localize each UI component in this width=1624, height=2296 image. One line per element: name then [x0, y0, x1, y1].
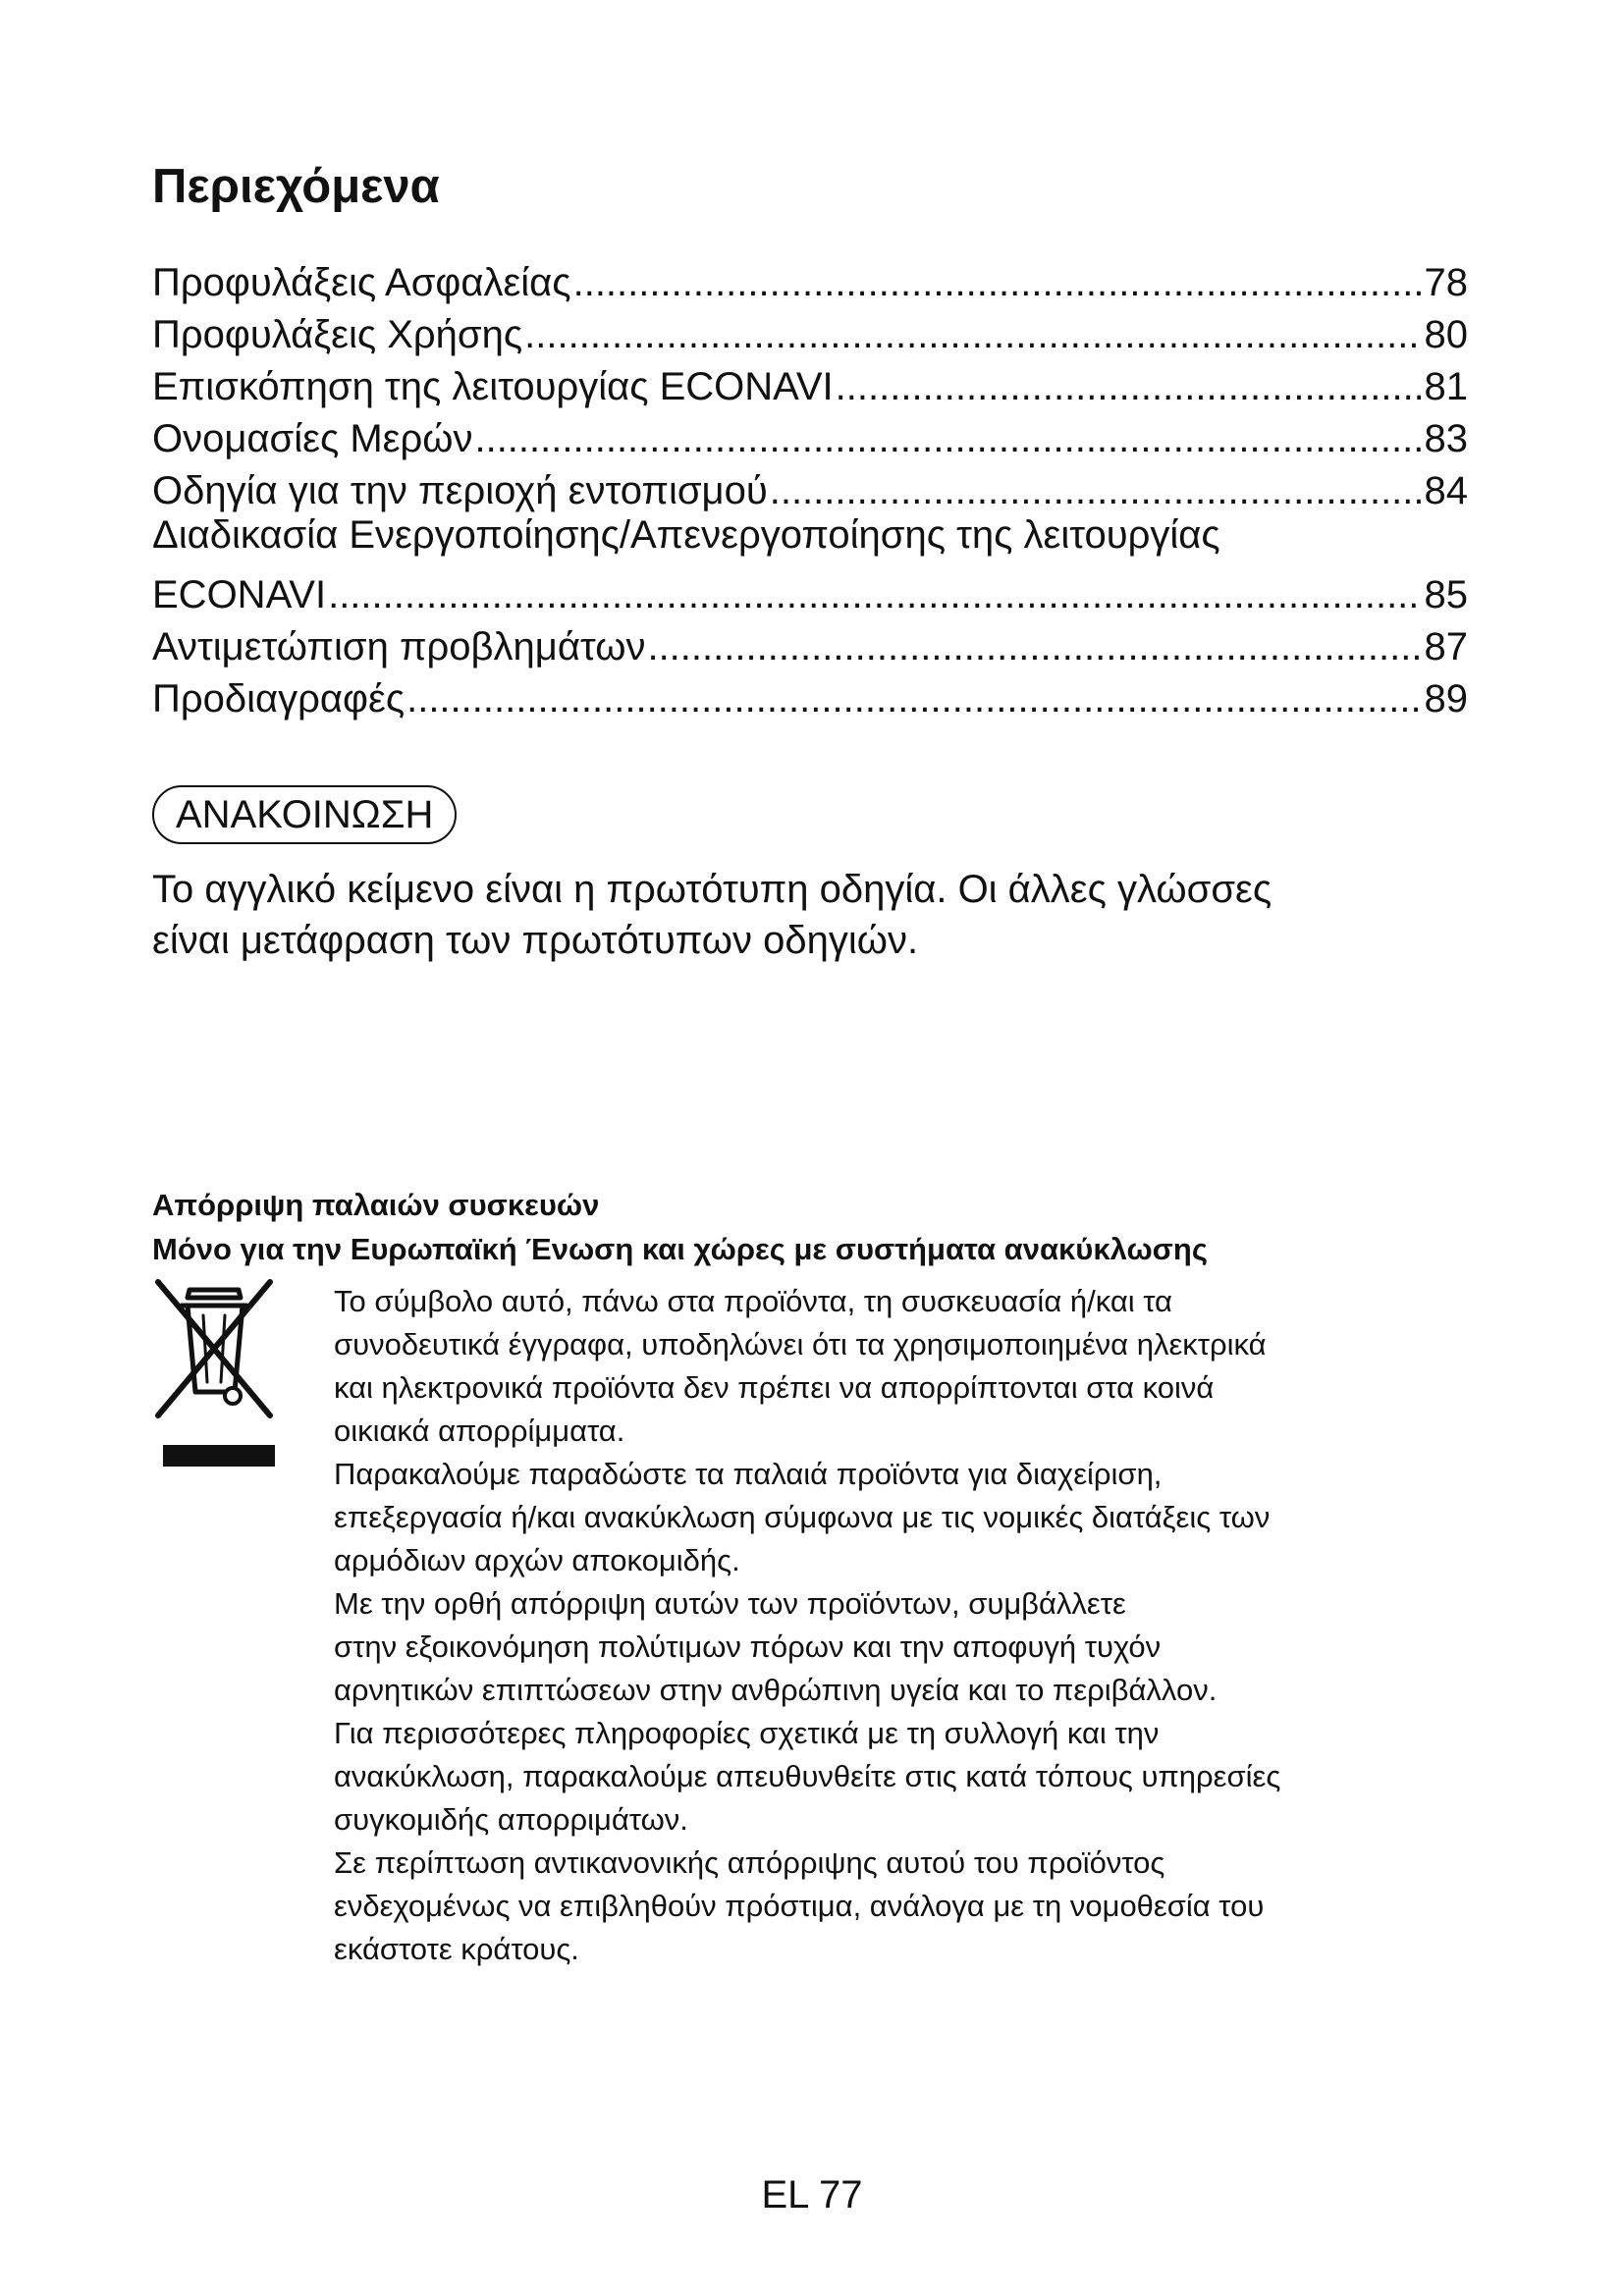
toc-entry[interactable]: [152, 409, 1468, 461]
toc-entry-page: 78: [1424, 261, 1468, 304]
toc-entry-page: 83: [1424, 417, 1468, 460]
toc-entry-label: Ονομασίες Μερών: [152, 417, 473, 460]
toc-entry-page: 89: [1424, 677, 1468, 721]
disposal-line: Παρακαλούμε παραδώστε τα παλαιά προϊόντα για διαχείριση,: [334, 1457, 1163, 1491]
disposal-line: Για περισσότερες πληροφορίες σχετικά με τη συλλογή και την: [334, 1716, 1160, 1750]
toc-leader-dots: [474, 417, 1422, 461]
toc-entry-label: Αντιμετώπιση προβλημάτων: [152, 625, 646, 668]
toc-entry-page: 87: [1424, 625, 1468, 668]
toc-leader-dots: [406, 677, 1422, 721]
disposal-line: συγκομιδής απορριμάτων.: [334, 1802, 688, 1837]
page-title: Περιεχόμενα: [152, 160, 440, 213]
toc-entry[interactable]: [152, 357, 1468, 409]
disposal-line: συνοδευτικά έγγραφα, υποδηλώνει ότι τα χρησιμοποιημένα ηλεκτρικά: [334, 1327, 1267, 1362]
disposal-line: και ηλεκτρονικά προϊόντα δεν πρέπει να απορρίπτονται στα κοινά: [334, 1370, 1215, 1405]
toc-entry-label: Επισκόπηση της λειτουργίας ECONAVI: [152, 365, 834, 408]
toc-entry-page: 85: [1424, 573, 1468, 616]
disposal-line: Το σύμβολο αυτό, πάνω στα προϊόντα, τη συσκευασία ή/και τα: [334, 1284, 1172, 1318]
disposal-line: εκάστοτε κράτους.: [334, 1932, 579, 1966]
disposal-line: Σε περίπτωση αντικανονικής απόρριψης αυτού του προϊόντος: [334, 1845, 1165, 1880]
toc-leader-dots: [328, 573, 1422, 617]
toc-leader-dots: [573, 261, 1423, 305]
toc-entry-page: 84: [1424, 469, 1468, 512]
disposal-line: επεξεργασία ή/και ανακύκλωση σύμφωνα με τις νομικές διατάξεις των: [334, 1500, 1271, 1534]
toc-leader-dots: [524, 313, 1422, 357]
disposal-subheading: Μόνο για την Ευρωπαϊκή Ένωση και χώρες με συστήματα ανακύκλωσης: [152, 1232, 1208, 1266]
toc-entry-label: Οδηγία για την περιοχή εντοπισμού: [152, 469, 768, 512]
table-of-contents: [152, 253, 1468, 721]
notice-line: Το αγγλικό κείμενο είναι η πρωτότυπη οδηγία. Οι άλλες γλώσσες: [152, 868, 1272, 911]
toc-entry-label-line1[interactable]: [152, 513, 1468, 565]
toc-leader-dots: [647, 625, 1422, 669]
toc-entry[interactable]: [152, 565, 1468, 617]
toc-entry-label: Προφυλάξεις Χρήσης: [152, 313, 523, 356]
crossed-out-wheelie-bin-icon: [152, 1276, 276, 1423]
notice-badge: ΑΝΑΚΟΙΝΩΣΗ: [152, 785, 457, 844]
page-number: EL 77: [761, 2173, 863, 2216]
toc-leader-dots: [770, 469, 1423, 513]
toc-entry-page: 80: [1424, 313, 1468, 356]
disposal-line: ενδεχομένως να επιβληθούν πρόστιμα, ανάλογα με τη νομοθεσία του: [334, 1889, 1265, 1923]
toc-entry-label: ECONAVI: [152, 573, 327, 616]
toc-entry[interactable]: [152, 253, 1468, 305]
disposal-line: οικιακά απορρίμματα.: [334, 1414, 625, 1448]
disposal-line: αρνητικών επιπτώσεων στην ανθρώπινη υγεία και το περιβάλλον.: [334, 1673, 1218, 1707]
toc-leader-dots: [836, 365, 1423, 409]
disposal-heading: Απόρριψη παλαιών συσκευών: [152, 1188, 600, 1222]
toc-entry[interactable]: [152, 305, 1468, 357]
toc-entry-page: 81: [1424, 365, 1468, 408]
toc-entry-label: Διαδικασία Ενεργοποίησης/Απενεργοποίησης της λειτουργίας: [152, 513, 1220, 557]
disposal-line: ανακύκλωση, παρακαλούμε απευθυνθείτε στις κατά τόπους υπηρεσίες: [334, 1759, 1281, 1793]
toc-entry-label: Προδιαγραφές: [152, 677, 406, 721]
notice-text: [152, 864, 1468, 966]
disposal-line: αρμόδιων αρχών αποκομιδής.: [334, 1543, 740, 1577]
toc-entry[interactable]: [152, 617, 1468, 669]
toc-entry[interactable]: [152, 461, 1468, 513]
disposal-line: Με την ορθή απόρριψη αυτών των προϊόντων, συμβάλλετε: [334, 1586, 1126, 1621]
disposal-text: [334, 1280, 1483, 1971]
solid-bar-symbol: [163, 1445, 275, 1467]
toc-entry[interactable]: [152, 669, 1468, 721]
notice-line: είναι μετάφραση των πρωτότυπων οδηγιών.: [152, 919, 919, 962]
toc-entry-label: Προφυλάξεις Ασφαλείας: [152, 261, 571, 304]
disposal-line: στην εξοικονόμηση πολύτιμων πόρων και την αποφυγή τυχόν: [334, 1629, 1162, 1664]
